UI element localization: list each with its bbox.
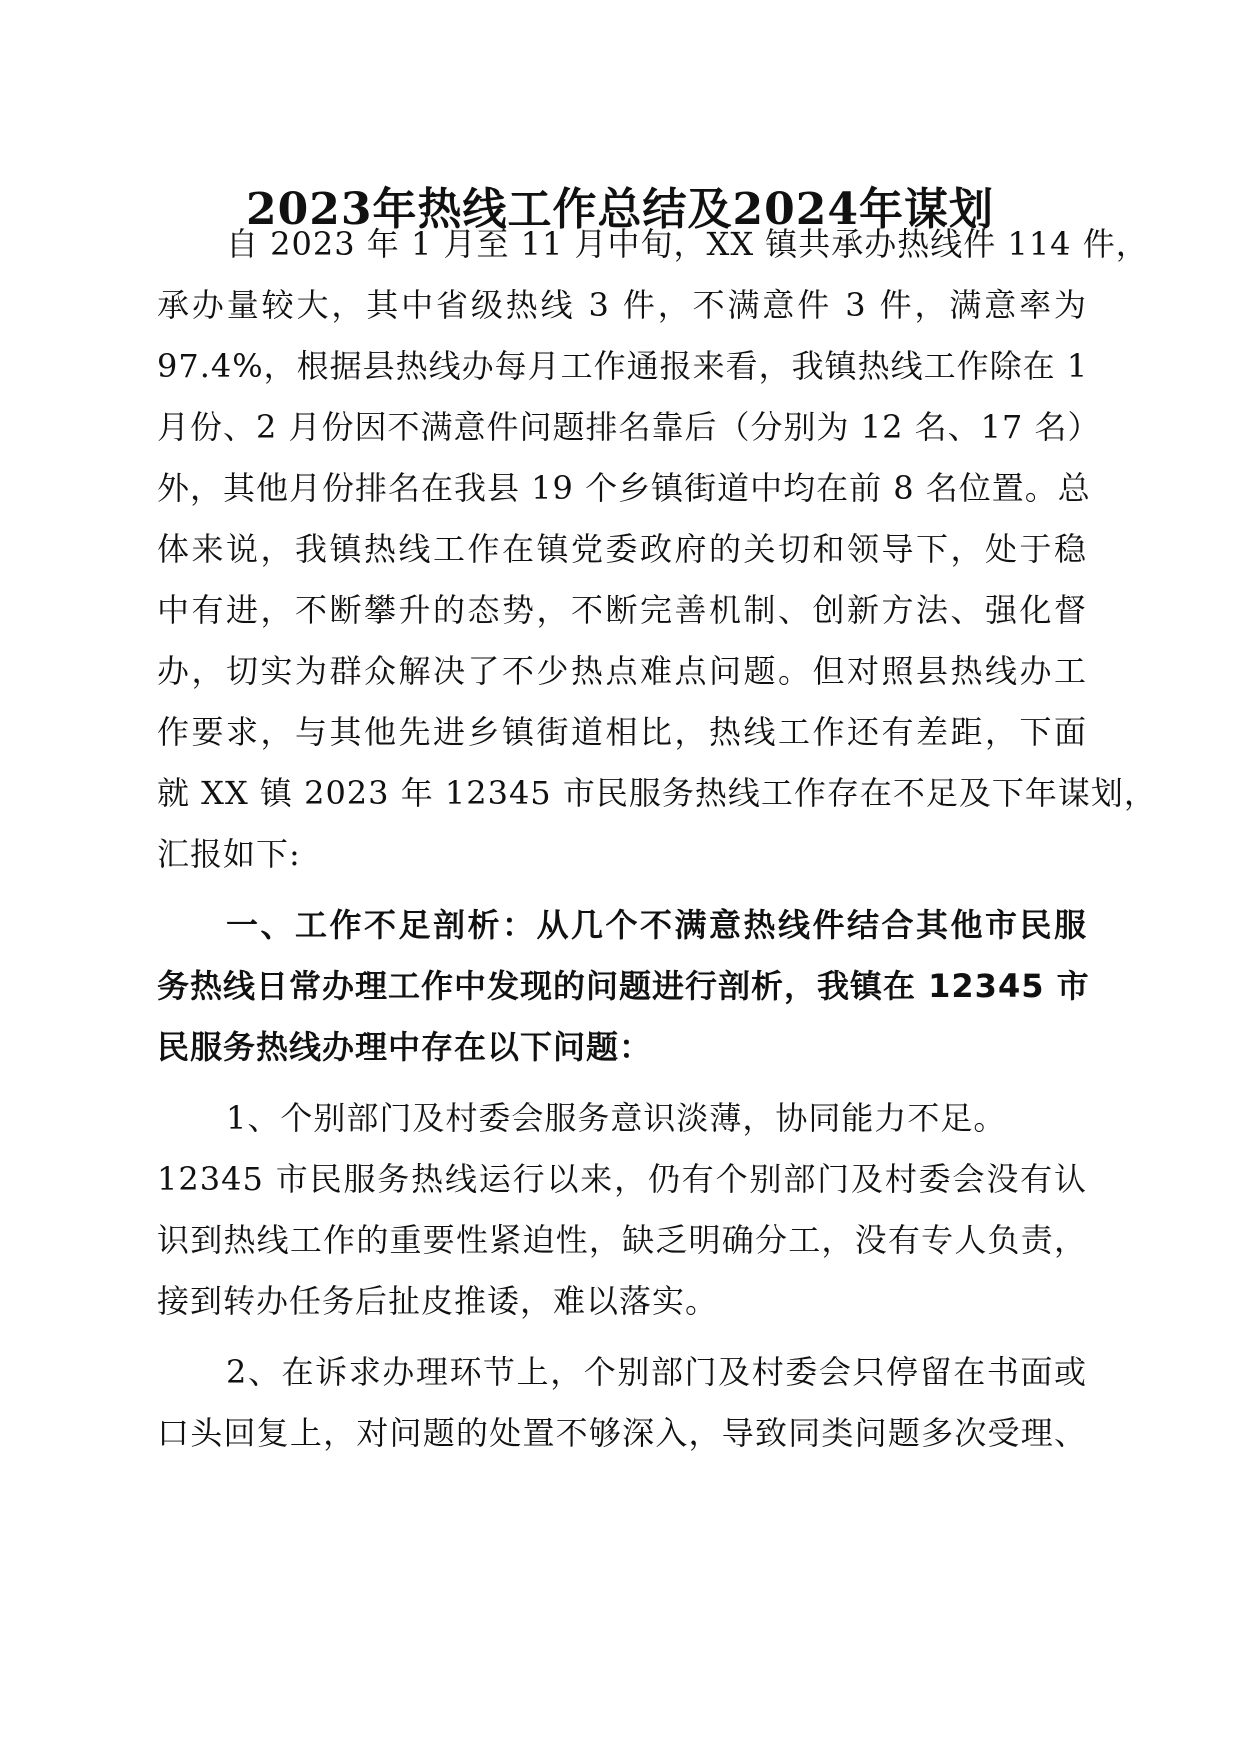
list-item-line: 识到热线工作的重要性紧迫性，缺乏明确分工，没有专人负责， bbox=[157, 1221, 1087, 1259]
list-item-line: 2、在诉求办理环节上，个别部门及村委会只停留在书面或 bbox=[226, 1353, 1087, 1391]
section-heading-line: 务热线日常办理工作中发现的问题进行剖析，我镇在 12345 市 bbox=[157, 967, 1090, 1005]
list-item-line: 1、个别部门及村委会服务意识淡薄，协同能力不足。 bbox=[226, 1099, 1007, 1137]
paragraph-line: 自 2023 年 1 月至 11 月中旬，XX 镇共承办热线件 114 件， bbox=[226, 225, 1149, 263]
paragraph-line: 就 XX 镇 2023 年 12345 市民服务热线工作存在不足及下年谋划， bbox=[157, 774, 1157, 812]
list-item-line: 接到转办任务后扯皮推诿，难以落实。 bbox=[157, 1282, 719, 1320]
paragraph-line: 汇报如下: bbox=[157, 835, 301, 873]
paragraph-line: 97.4%，根据县热线办每月工作通报来看，我镇热线工作除在 1 bbox=[157, 347, 1089, 385]
paragraph-line: 承办量较大，其中省级热线 3 件，不满意件 3 件，满意率为 bbox=[157, 286, 1087, 324]
section-heading-line: 一、工作不足剖析：从几个不满意热线件结合其他市民服 bbox=[226, 906, 1087, 944]
paragraph-line: 中有进，不断攀升的态势，不断完善机制、创新方法、强化督 bbox=[157, 591, 1087, 629]
paragraph-line: 月份、2 月份因不满意件问题排名靠后（分别为 12 名、17 名） bbox=[157, 408, 1101, 446]
paragraph-line: 体来说，我镇热线工作在镇党委政府的关切和领导下，处于稳 bbox=[157, 530, 1087, 568]
document-title: 2023年热线工作总结及2024年谋划 bbox=[246, 184, 994, 235]
paragraph-line: 办，切实为群众解决了不少热点难点问题。但对照县热线办工 bbox=[157, 652, 1087, 690]
list-item-line: 12345 市民服务热线运行以来，仍有个别部门及村委会没有认 bbox=[157, 1160, 1087, 1198]
paragraph-line: 作要求，与其他先进乡镇街道相比，热线工作还有差距，下面 bbox=[157, 713, 1087, 751]
section-heading-line: 民服务热线办理中存在以下问题： bbox=[157, 1028, 653, 1066]
list-item-line: 口头回复上，对问题的处置不够深入，导致同类问题多次受理、 bbox=[157, 1414, 1087, 1452]
paragraph-line: 外，其他月份排名在我县 19 个乡镇街道中均在前 8 名位置。总 bbox=[157, 469, 1091, 507]
